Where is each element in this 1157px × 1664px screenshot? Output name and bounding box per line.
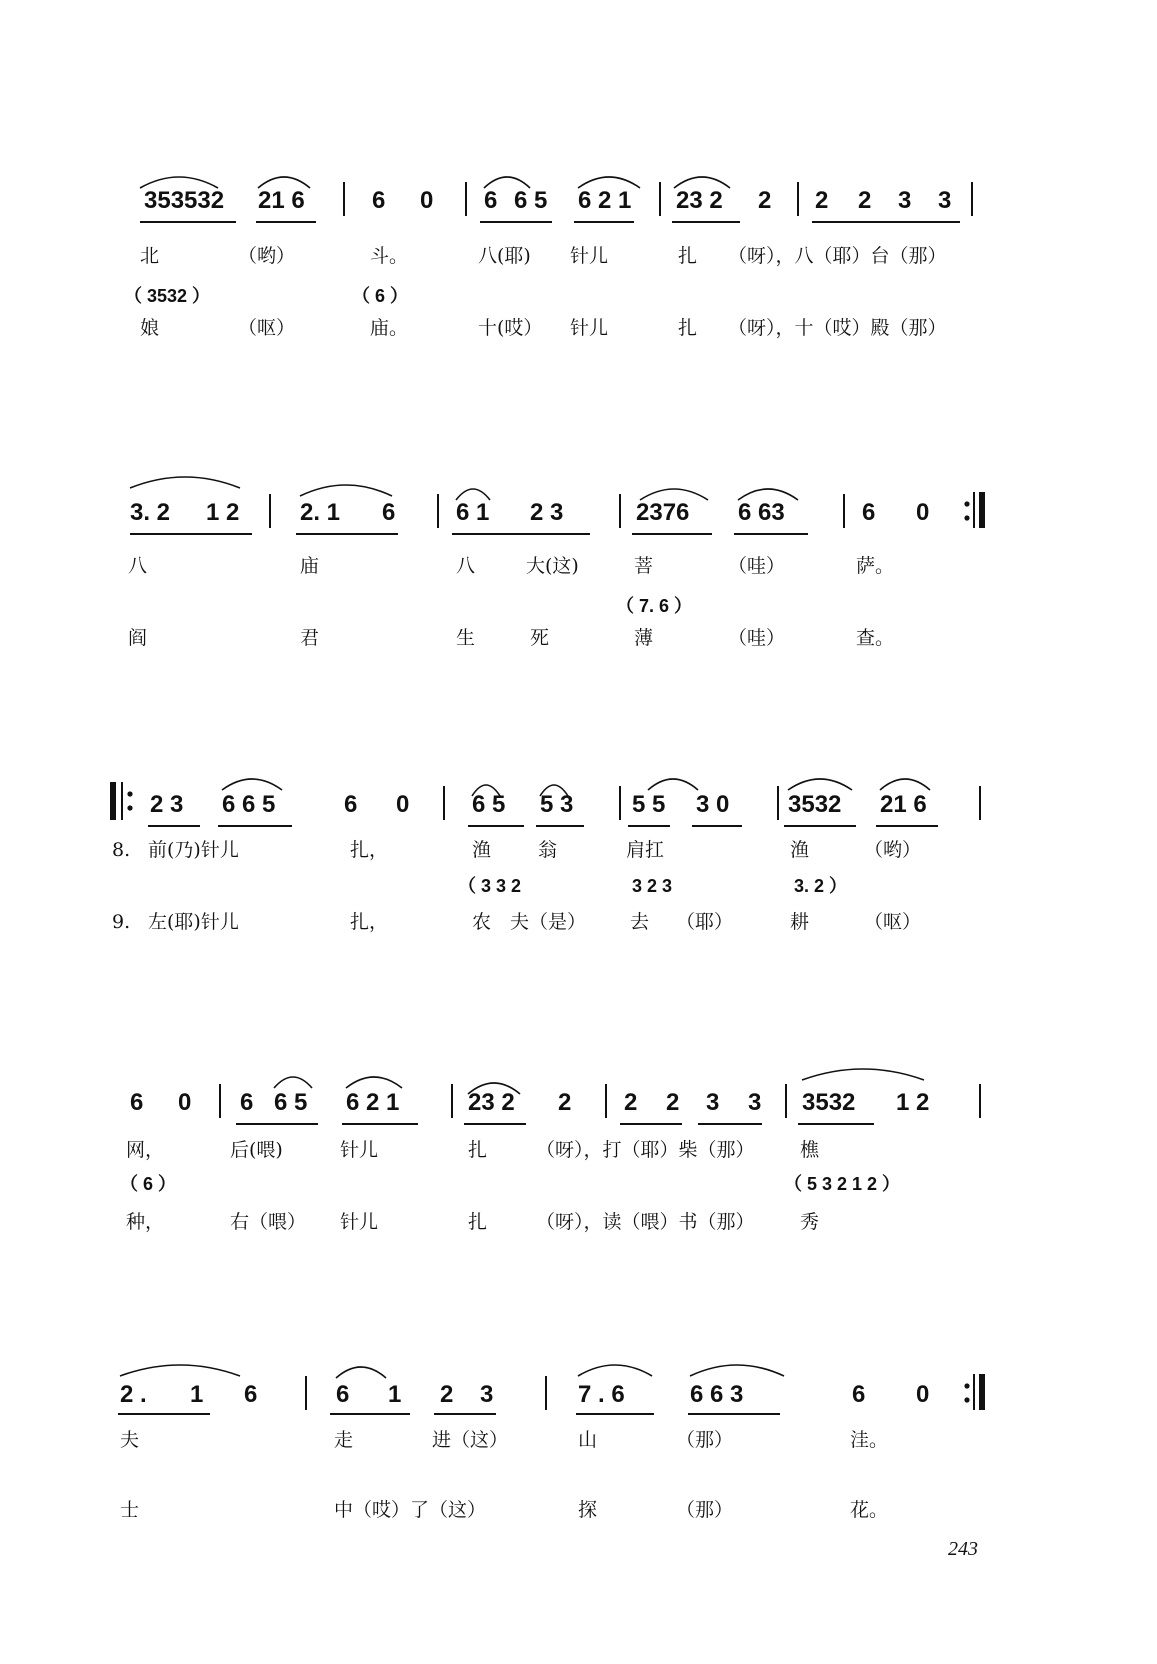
slur xyxy=(880,779,930,790)
lyric-verse-1: 大(这) xyxy=(526,555,579,577)
note-group: 6 2 1 xyxy=(346,1089,400,1116)
note-group: 2 xyxy=(758,187,772,214)
lyric-verse-2: 扎 xyxy=(678,317,698,339)
lyric-verse-1: 菩 xyxy=(634,555,654,577)
lyric-verse-1: 斗。 xyxy=(370,245,409,267)
slur xyxy=(802,1069,924,1080)
note-group: 6 6 3 xyxy=(690,1381,744,1408)
note-group: 2 xyxy=(624,1089,638,1116)
repeat-dot xyxy=(127,805,132,810)
lyric-verse-1: 洼。 xyxy=(850,1429,889,1451)
lyric-verse-2: 扎 xyxy=(468,1211,488,1233)
lyric-verse-2: 查。 xyxy=(856,627,895,649)
alt-melody: 3. 2 ） xyxy=(794,876,848,896)
lyric-verse-2: （呀），十（哎）殿（那） xyxy=(728,317,947,339)
alt-melody: （ 7. 6 ） xyxy=(616,596,693,616)
lyric-verse-2: 士 xyxy=(120,1499,140,1521)
note-group: 6 63 xyxy=(738,499,785,526)
repeat-dot xyxy=(964,501,969,506)
lyric-verse-2: 阎 xyxy=(128,627,148,649)
note-group: 0 xyxy=(420,187,434,214)
lyric-verse-1: 渔 xyxy=(790,839,810,861)
alt-melody: （ 5 3 2 1 2 ） xyxy=(784,1174,901,1194)
lyric-verse-1: 8. xyxy=(112,839,131,861)
lyric-verse-2: 扎， xyxy=(350,911,389,933)
alt-melody: 3 2 3 xyxy=(632,876,673,896)
repeat-dot xyxy=(964,515,969,520)
lyric-verse-1: 萨。 xyxy=(856,555,895,577)
lyric-verse-1: 山 xyxy=(578,1429,598,1451)
lyric-verse-2: （呕） xyxy=(864,911,922,933)
note-group: 1 xyxy=(388,1381,402,1408)
note-group: 7 . 6 xyxy=(578,1381,625,1408)
alt-melody: （ 6 ） xyxy=(352,286,409,306)
lyric-verse-1: 夫 xyxy=(120,1429,140,1451)
slur xyxy=(130,477,240,488)
lyric-verse-2: 死 xyxy=(530,627,550,649)
note-group: 6 6 5 xyxy=(222,791,276,818)
note-group: 6 xyxy=(344,791,358,818)
page-number: 243 xyxy=(948,1538,978,1560)
note-group: 6 5 xyxy=(514,187,548,214)
slur xyxy=(120,1365,240,1376)
note-group: 3 xyxy=(898,187,912,214)
lyric-verse-1: （哇） xyxy=(728,555,786,577)
note-group: 3 xyxy=(938,187,952,214)
note-group: 2 xyxy=(858,187,872,214)
note-group: 21 6 xyxy=(258,187,305,214)
lyric-verse-2: 针儿 xyxy=(570,317,609,339)
alt-melody: （ 3532 ） xyxy=(124,286,211,306)
note-group: 2 3 xyxy=(530,499,564,526)
note-group: 2 . xyxy=(120,1381,147,1408)
lyric-verse-1: 走 xyxy=(334,1429,354,1451)
note-group: 6 5 xyxy=(274,1089,308,1116)
lyric-verse-1: 北 xyxy=(140,245,160,267)
lyric-verse-2: 花。 xyxy=(850,1499,889,1521)
alt-melody: （ 3 3 2 xyxy=(458,876,522,896)
note-group: 0 xyxy=(178,1089,192,1116)
lyric-verse-2: 右（喂） xyxy=(230,1211,307,1233)
note-group: 6 xyxy=(240,1089,254,1116)
note-group: 0 xyxy=(916,1381,930,1408)
lyric-verse-1: 八(耶) xyxy=(478,245,531,267)
lyric-verse-2: 种， xyxy=(126,1211,165,1233)
lyric-verse-1: 樵 xyxy=(800,1139,820,1161)
slur xyxy=(336,1367,386,1378)
slur xyxy=(578,1365,652,1376)
repeat-dot xyxy=(964,1397,969,1402)
note-group: 6 xyxy=(244,1381,258,1408)
note-group: 5 5 xyxy=(632,791,666,818)
lyric-verse-2: （呀），读（喂）书（那） xyxy=(536,1211,755,1233)
lyric-verse-1: （哟） xyxy=(238,245,296,267)
repeat-dot xyxy=(127,791,132,796)
note-group: 3 xyxy=(748,1089,762,1116)
lyric-verse-2: 秀 xyxy=(800,1211,820,1233)
note-group: 6 xyxy=(130,1089,144,1116)
lyric-verse-2: 夫（是） xyxy=(510,911,587,933)
note-group: 2. 1 xyxy=(300,499,341,526)
note-group: 21 6 xyxy=(880,791,927,818)
note-group: 6 5 xyxy=(472,791,506,818)
note-group: 2 3 xyxy=(150,791,184,818)
lyric-verse-1: 网， xyxy=(126,1139,165,1161)
alt-melody: （ 6 ） xyxy=(120,1174,177,1194)
note-group: 6 2 1 xyxy=(578,187,632,214)
lyric-verse-2: 9. xyxy=(112,911,131,933)
note-group: 6 1 xyxy=(456,499,490,526)
lyric-verse-2: 君 xyxy=(300,627,320,649)
note-group: 1 2 xyxy=(896,1089,930,1116)
lyric-verse-1: （那） xyxy=(676,1429,734,1451)
repeat-dot xyxy=(964,1383,969,1388)
note-group: 2 xyxy=(815,187,829,214)
lyric-verse-2: 农 xyxy=(472,911,492,933)
lyric-verse-2: 探 xyxy=(578,1499,598,1521)
note-group: 3 0 xyxy=(696,791,730,818)
lyric-verse-1: （呀），打（耶）柴（那） xyxy=(536,1139,755,1161)
lyric-verse-2: （耶） xyxy=(676,911,734,933)
lyric-verse-1: 针儿 xyxy=(570,245,609,267)
repeat-end-thick xyxy=(979,1374,985,1410)
lyric-verse-1: 进（这） xyxy=(432,1429,509,1451)
lyric-verse-2: 针儿 xyxy=(340,1211,379,1233)
note-group: 3 xyxy=(480,1381,494,1408)
lyric-verse-1: 庙 xyxy=(300,555,320,577)
lyric-verse-1: 针儿 xyxy=(340,1139,379,1161)
lyric-verse-1: 扎 xyxy=(678,245,698,267)
lyric-verse-1: 八 xyxy=(128,555,148,577)
lyric-verse-1: （呀），八（耶）台（那） xyxy=(728,245,947,267)
slur xyxy=(788,779,852,790)
note-group: 3532 xyxy=(788,791,842,818)
lyric-verse-2: 耕 xyxy=(790,911,810,933)
slur xyxy=(222,779,282,790)
note-group: 2376 xyxy=(636,499,690,526)
lyric-verse-1: 扎， xyxy=(350,839,389,861)
lyric-verse-1: 扎 xyxy=(468,1139,488,1161)
note-group: 6 xyxy=(372,187,386,214)
note-group: 6 xyxy=(852,1381,866,1408)
lyric-verse-2: 娘 xyxy=(140,317,160,339)
lyric-verse-1: 翁 xyxy=(538,839,558,861)
lyric-verse-1: 渔 xyxy=(472,839,492,861)
note-group: 0 xyxy=(916,499,930,526)
slur xyxy=(648,779,698,790)
note-group: 2 xyxy=(666,1089,680,1116)
note-group: 23 2 xyxy=(468,1089,515,1116)
lyric-verse-2: 庙。 xyxy=(370,317,409,339)
note-group: 3. 2 xyxy=(130,499,171,526)
note-group: 23 2 xyxy=(676,187,723,214)
lyric-verse-1: （哟） xyxy=(864,839,922,861)
lyric-verse-1: 肩扛 xyxy=(626,839,665,861)
lyric-verse-1: 后(喂) xyxy=(230,1139,283,1161)
repeat-end-thick xyxy=(979,492,985,528)
note-group: 1 xyxy=(190,1381,204,1408)
lyric-verse-2: （呕） xyxy=(238,317,296,339)
note-group: 3532 xyxy=(802,1089,856,1116)
lyric-verse-2: （哇） xyxy=(728,627,786,649)
lyric-verse-1: 八 xyxy=(456,555,476,577)
lyric-verse-2: 薄 xyxy=(634,627,654,649)
note-group: 2 xyxy=(558,1089,572,1116)
note-group: 3 xyxy=(706,1089,720,1116)
lyric-verse-2: 去 xyxy=(630,911,650,933)
note-group: 6 xyxy=(862,499,876,526)
note-group: 6 xyxy=(484,187,498,214)
slur xyxy=(346,1077,402,1088)
lyric-verse-1: 前(乃)针儿 xyxy=(148,839,239,861)
lyric-verse-2: 十(哎） xyxy=(478,317,543,339)
note-group: 0 xyxy=(396,791,410,818)
note-group: 6 xyxy=(382,499,396,526)
note-group: 6 xyxy=(336,1381,350,1408)
slur xyxy=(300,485,392,496)
note-group: 1 2 xyxy=(206,499,240,526)
lyric-verse-2: 中（哎）了（这） xyxy=(334,1499,487,1521)
note-group: 2 xyxy=(440,1381,454,1408)
slur xyxy=(690,1365,784,1376)
lyric-verse-2: （那） xyxy=(676,1499,734,1521)
slur xyxy=(274,1077,312,1088)
lyric-verse-2: 左(耶)针儿 xyxy=(148,911,239,933)
lyric-verse-2: 生 xyxy=(456,627,476,649)
repeat-start-thick xyxy=(110,782,116,820)
note-group: 353532 xyxy=(144,187,225,214)
note-group: 5 3 xyxy=(540,791,574,818)
